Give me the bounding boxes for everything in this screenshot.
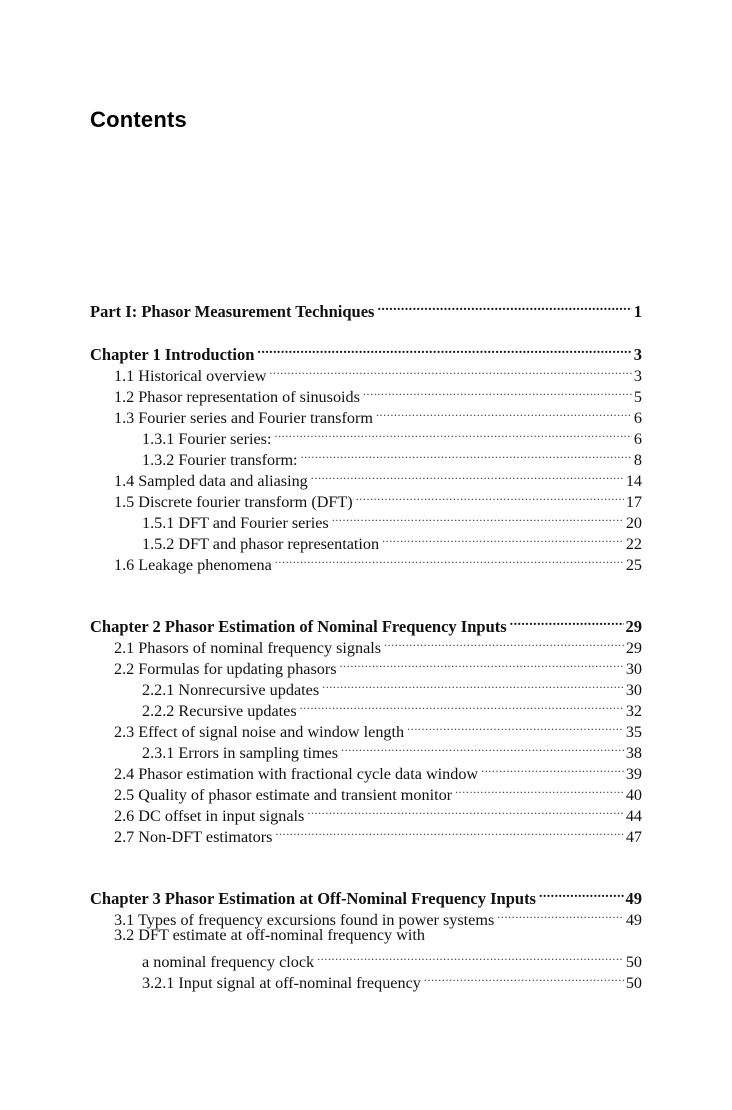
toc-entry-title: 3.2.1 Input signal at off-nominal frequency [142,974,421,992]
toc-entry [90,695,642,720]
toc-entry [90,402,642,427]
toc-entry-title: 1.5 Discrete fourier transform (DFT) [114,493,353,511]
toc-entry [90,653,642,678]
dot-leader [377,296,631,317]
dot-leader [363,381,632,402]
toc-entry [90,925,642,946]
toc-entry-title: Chapter 3 Phasor Estimation at Off-Nominal Frequency Inputs [90,889,536,908]
dot-leader [340,653,624,674]
toc-entry [90,967,642,992]
dot-leader [376,402,632,423]
toc-entry [90,674,642,699]
toc-entry-title: 3.1 Types of frequency excursions found in power systems [114,911,495,929]
toc-entry [90,444,642,469]
toc-page-number: 49 [625,889,642,908]
toc-entry-title: 1.5.2 DFT and phasor representation [142,535,380,553]
toc-page-number: 30 [625,681,642,699]
toc-page-number: 14 [625,472,642,490]
dot-leader [455,779,624,800]
dot-leader [301,444,632,465]
toc-entry-title: Chapter 2 Phasor Estimation of Nominal Frequency Inputs [90,617,507,636]
toc-page-number: 3 [633,345,642,364]
toc-page-number: 49 [625,911,642,929]
dot-leader [497,904,624,925]
toc-page-number: 44 [625,807,642,825]
toc-page-number: 39 [625,765,642,783]
toc-heading [90,611,642,636]
dot-leader [311,465,624,486]
toc-entry-title: 2.4 Phasor estimation with fractional cycle data window [114,765,479,783]
toc-entry [90,465,642,490]
dot-leader [384,632,624,653]
toc-page-number: 22 [625,535,642,553]
dot-leader [539,883,624,904]
toc-page-number: 5 [633,388,642,406]
toc-entry-title: 3.2 DFT estimate at off-nominal frequency with [114,926,425,944]
toc-page-number: 40 [625,786,642,804]
toc-entry-title: 2.5 Quality of phasor estimate and transient monitor [114,786,453,804]
toc-entry-title: Part I: Phasor Measurement Techniques [90,302,375,321]
dot-leader [274,423,631,444]
dot-leader [275,821,623,842]
toc-page-number: 35 [625,723,642,741]
toc-entry-title: 2.2 Formulas for updating phasors [114,660,337,678]
toc-entry-title: 1.4 Sampled data and aliasing [114,472,308,490]
toc-entry-title: 2.3 Effect of signal noise and window length [114,723,405,741]
toc-page-number: 1 [633,302,642,321]
dot-leader [424,967,624,988]
dot-leader [341,737,624,758]
toc-page-number: 50 [625,953,642,971]
toc-entry [90,381,642,406]
toc-page-number: 32 [625,702,642,720]
toc-entry-title: Chapter 1 Introduction [90,345,255,364]
toc-entry-title: 1.6 Leakage phenomena [114,556,272,574]
toc-entry-title: 2.6 DC offset in input signals [114,807,305,825]
toc-page-number: 20 [625,514,642,532]
toc-entry-title: 2.2.1 Nonrecursive updates [142,681,320,699]
dot-leader [307,800,623,821]
dot-leader [407,716,624,737]
toc-entry-title: 1.3 Fourier series and Fourier transform [114,409,373,427]
toc-entry [90,549,642,574]
toc-entry [90,507,642,532]
toc-entry-title: 2.7 Non-DFT estimators [114,828,273,846]
dot-leader [317,946,624,967]
dot-leader [481,758,624,779]
toc-entry-title: 1.5.1 DFT and Fourier series [142,514,329,532]
toc-entry [90,716,642,741]
dot-leader [257,339,631,360]
dot-leader [510,611,624,632]
toc-entry-title: 2.3.1 Errors in sampling times [142,744,339,762]
toc-page-number: 8 [633,451,642,469]
toc-entry [90,737,642,762]
toc-entry [90,821,642,846]
toc-entry-title: 1.3.1 Fourier series: [142,430,272,448]
toc-page-number: 29 [625,617,642,636]
toc-entry [90,486,642,511]
toc-entry [90,360,642,385]
toc-entry [90,423,642,448]
toc-entry [90,779,642,804]
dot-leader [382,528,624,549]
toc-page-number: 38 [625,744,642,762]
toc-heading [90,883,642,908]
dot-leader [322,674,624,695]
toc-entry [90,528,642,553]
toc-page-number: 6 [633,430,642,448]
toc-entry [90,758,642,783]
toc-page-number: 25 [625,556,642,574]
toc-page-number: 47 [625,828,642,846]
toc-page-number: 6 [633,409,642,427]
toc-entry-title: 1.3.2 Fourier transform: [142,451,298,469]
toc-page-number: 50 [625,974,642,992]
toc-page-number: 3 [633,367,642,385]
dot-leader [275,549,624,570]
page-title: Contents [90,107,187,132]
toc-entry-title: 1.1 Historical overview [114,367,267,385]
toc-page-number: 17 [625,493,642,511]
dot-leader [356,486,624,507]
toc-entry-title: 2.1 Phasors of nominal frequency signals [114,639,382,657]
dot-leader [300,695,624,716]
toc-entry-title: 1.2 Phasor representation of sinusoids [114,388,360,406]
toc-heading [90,339,642,364]
toc-entry [90,946,642,971]
toc-page-number: 29 [625,639,642,657]
toc-page-number: 30 [625,660,642,678]
toc-entry-title: a nominal frequency clock [142,953,315,971]
toc-entry-title: 2.2.2 Recursive updates [142,702,297,720]
toc-entry [90,904,642,929]
dot-leader [269,360,632,381]
toc-entry [90,800,642,825]
dot-leader [332,507,624,528]
toc-heading [90,296,642,321]
toc-entry [90,632,642,657]
